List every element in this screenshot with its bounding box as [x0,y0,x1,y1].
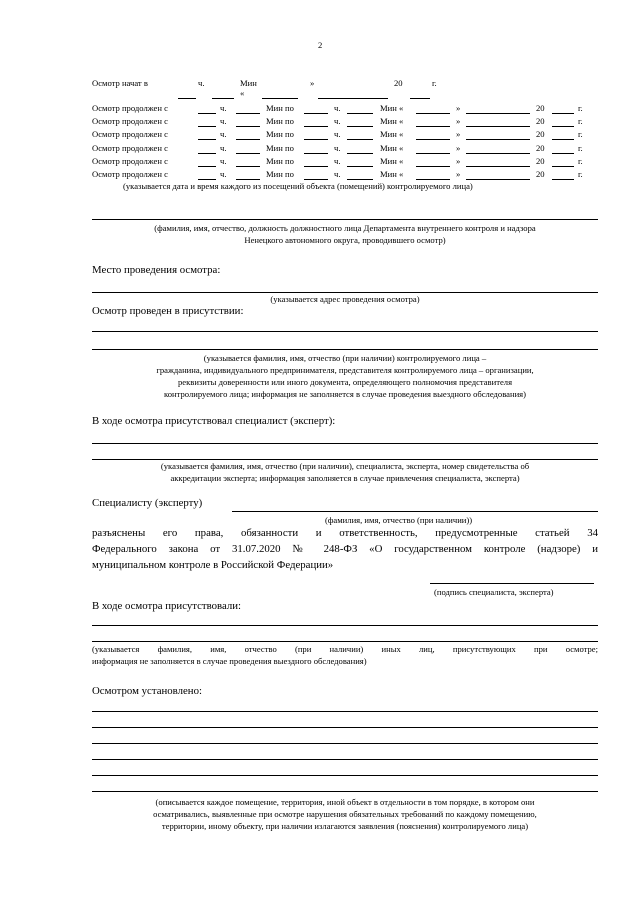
cont-minutes-to: Мин по [266,142,294,153]
cont-day-field[interactable] [416,139,450,140]
cont-from-hours-field[interactable] [198,166,216,167]
cont-minutes-to: Мин по [266,155,294,166]
cont-year-prefix: 20 [536,142,545,153]
page-number: 2 [318,40,323,50]
specialist-note-line2: аккредитации эксперта; информация заполняется в случае привлечения специалиста, эксперта) [170,473,520,483]
cont-hours-unit: ч. [220,103,227,113]
cont-month-field[interactable] [466,179,530,180]
cont-from-hours-field[interactable] [198,113,216,114]
presence-label: Осмотр проведен в присутствии: [92,305,244,317]
cont-year-unit: г. [578,103,583,113]
cont-minutes-quote: Мин « [380,155,404,166]
cont-to-hours-field[interactable] [304,139,328,140]
cont-year-field[interactable] [552,153,574,154]
cont-year-prefix: 20 [536,155,545,166]
cont-day-field[interactable] [416,166,450,167]
start-hours-unit: ч. [198,78,205,88]
cont-month-field[interactable] [466,139,530,140]
cont-year-field[interactable] [552,113,574,114]
cont-label: Осмотр продолжен с [92,103,168,113]
cont-hours-unit-2: ч. [334,129,341,140]
cont-hours-unit-2: ч. [334,155,341,166]
rights-text-line1: разъяснены его права, обязанности и ответственность, предусмотренные статьей 34 [92,527,598,539]
presence-note-line4: контролируемого лица; информация не заполняется в случае проведения выездного обследования) [164,389,526,399]
place-note: (указывается адрес проведения осмотра) [270,294,420,304]
rights-label: Специалисту (эксперту) [92,497,203,509]
presence-note-line1: (указывается фамилия, имя, отчество (при наличии) контролируемого лица – [203,353,487,363]
cont-year-unit: г. [578,116,583,127]
start-year-field[interactable] [410,98,430,99]
cont-from-minutes-field[interactable] [236,126,260,127]
cont-from-hours-field[interactable] [198,179,216,180]
cont-hours-unit-2: ч. [334,103,341,113]
rights-text-line2: Федерального закона от 31.07.2020 № 248-ФЗ «О государственном контроле (надзоре) и [92,543,598,555]
cont-quote-close: » [456,116,461,127]
cont-month-field[interactable] [466,126,530,127]
attendees-field-2[interactable] [92,641,598,642]
cont-month-field[interactable] [466,166,530,167]
cont-year-unit: г. [578,169,583,179]
cont-hours-unit: ч. [220,155,227,166]
cont-label: Осмотр продолжен с [92,155,168,166]
findings-note-line3: территории, иному объекту, при наличии излагаются заявления (пояснения) контролируемого лица) [161,821,529,831]
findings-note-line2: осматривались, выявленные при осмотре нарушения обязательных требований по каждому помещению, [153,809,537,819]
cont-to-hours-field[interactable] [304,153,328,154]
presence-note-line2: гражданина, индивидуального предпринимателя, представителя контролируемого лица – организации, [156,365,534,375]
findings-field-5[interactable] [92,775,598,776]
official-field[interactable] [92,219,598,220]
cont-minutes-quote: Мин « [380,142,404,153]
visits-note: (указывается дата и время каждого из посещений объекта (помещений) контролируемого лица) [123,181,473,191]
start-minutes-unit: Мин [240,78,257,88]
cont-minutes-to: Мин по [266,116,294,127]
cont-year-prefix: 20 [536,103,545,113]
cont-from-hours-field[interactable] [198,153,216,154]
cont-label: Осмотр продолжен с [92,142,168,153]
start-day-field[interactable] [262,98,298,99]
cont-to-hours-field[interactable] [304,113,328,114]
start-hours-field[interactable] [178,98,196,99]
cont-year-unit: г. [578,142,583,153]
cont-month-field[interactable] [466,153,530,154]
cont-quote-close: » [456,169,461,179]
specialist-fio-field[interactable] [232,511,598,512]
cont-from-minutes-field[interactable] [236,139,260,140]
start-quote-close: » [310,78,315,88]
start-year-prefix: 20 [394,78,403,88]
cont-minutes-to: Мин по [266,169,294,179]
specialist-signature-field[interactable] [430,583,594,584]
cont-year-prefix: 20 [536,116,545,127]
cont-month-field[interactable] [466,113,530,114]
start-label: Осмотр начат в [92,78,148,88]
specialist-field-1[interactable] [92,443,598,444]
rights-text-line3: муниципальном контроле в Российской Федерации» [92,559,334,571]
cont-to-hours-field[interactable] [304,179,328,180]
specialist-label: В ходе осмотра присутствовал специалист (эксперт): [92,415,336,427]
start-minutes-field[interactable] [212,98,234,99]
cont-hours-unit-2: ч. [334,142,341,153]
cont-hours-unit: ч. [220,129,227,140]
cont-day-field[interactable] [416,153,450,154]
cont-year-field[interactable] [552,166,574,167]
cont-year-field[interactable] [552,126,574,127]
cont-from-minutes-field[interactable] [236,166,260,167]
cont-from-minutes-field[interactable] [236,153,260,154]
cont-quote-close: » [456,103,461,113]
cont-minutes-quote: Мин « [380,129,404,140]
presence-note-line3: реквизиты доверенности или иного документа, определяющего полномочия представителя [177,377,513,387]
attendees-note-line1: (указывается фамилия, имя, отчество (при наличии) иных лиц, присутствующих при осмотре; [92,644,598,654]
cont-to-minutes-field[interactable] [347,153,373,154]
findings-field-1[interactable] [92,711,598,712]
cont-minutes-to: Мин по [266,103,294,113]
attendees-label: В ходе осмотра присутствовали: [92,600,242,612]
start-year-unit: г. [432,78,437,88]
cont-to-minutes-field[interactable] [347,126,373,127]
cont-year-unit: г. [578,129,583,140]
findings-note-line1: (описывается каждое помещение, территория, иной объект в отдельности в том порядке, в котором они [155,797,535,807]
findings-label: Осмотром установлено: [92,685,202,697]
cont-from-minutes-field[interactable] [236,113,260,114]
cont-hours-unit-2: ч. [334,116,341,127]
cont-day-field[interactable] [416,179,450,180]
cont-minutes-quote: Мин « [380,103,404,113]
official-note-line2: Ненецкого автономного округа, проводившего осмотр) [244,235,446,245]
cont-label: Осмотр продолжен с [92,129,168,140]
cont-to-minutes-field[interactable] [347,179,373,180]
specialist-field-2[interactable] [92,459,598,460]
cont-year-prefix: 20 [536,129,545,140]
presence-field-2[interactable] [92,349,598,350]
findings-field-6[interactable] [92,791,598,792]
cont-day-field[interactable] [416,126,450,127]
cont-minutes-quote: Мин « [380,169,404,179]
cont-to-hours-field[interactable] [304,166,328,167]
start-quote-open: « [240,88,245,98]
cont-minutes-to: Мин по [266,129,294,140]
cont-minutes-quote: Мин « [380,116,404,127]
official-note-line1: (фамилия, имя, отчество, должность должностного лица Департамента внутреннего контроля и надзора [154,223,536,233]
cont-from-minutes-field[interactable] [236,179,260,180]
start-month-field[interactable] [318,98,388,99]
cont-hours-unit: ч. [220,116,227,127]
rights-fio-note: (фамилия, имя, отчество (при наличии)) [325,515,473,525]
attendees-field-1[interactable] [92,625,598,626]
cont-hours-unit: ч. [220,142,227,153]
place-field[interactable] [92,292,598,293]
cont-hours-unit-2: ч. [334,169,341,179]
cont-hours-unit: ч. [220,169,227,179]
presence-field-1[interactable] [92,331,598,332]
findings-field-2[interactable] [92,727,598,728]
cont-quote-close: » [456,155,461,166]
cont-to-hours-field[interactable] [304,126,328,127]
cont-day-field[interactable] [416,113,450,114]
cont-quote-close: » [456,129,461,140]
cont-label: Осмотр продолжен с [92,169,168,179]
findings-field-3[interactable] [92,743,598,744]
cont-year-field[interactable] [552,139,574,140]
place-label: Место проведения осмотра: [92,264,221,276]
findings-field-4[interactable] [92,759,598,760]
cont-to-minutes-field[interactable] [347,139,373,140]
cont-from-hours-field[interactable] [198,126,216,127]
cont-year-unit: г. [578,155,583,166]
attendees-note-line2: информация не заполняется в случае проведения выездного обследования) [92,656,367,666]
cont-year-field[interactable] [552,179,574,180]
cont-to-minutes-field[interactable] [347,113,373,114]
specialist-note-line1: (указывается фамилия, имя, отчество (при наличии), специалиста, эксперта, номер свидетельства об [160,461,530,471]
rights-sign-note: (подпись специалиста, эксперта) [434,587,554,597]
cont-from-hours-field[interactable] [198,139,216,140]
cont-quote-close: » [456,142,461,153]
cont-label: Осмотр продолжен с [92,116,168,127]
cont-year-prefix: 20 [536,169,545,179]
cont-to-minutes-field[interactable] [347,166,373,167]
